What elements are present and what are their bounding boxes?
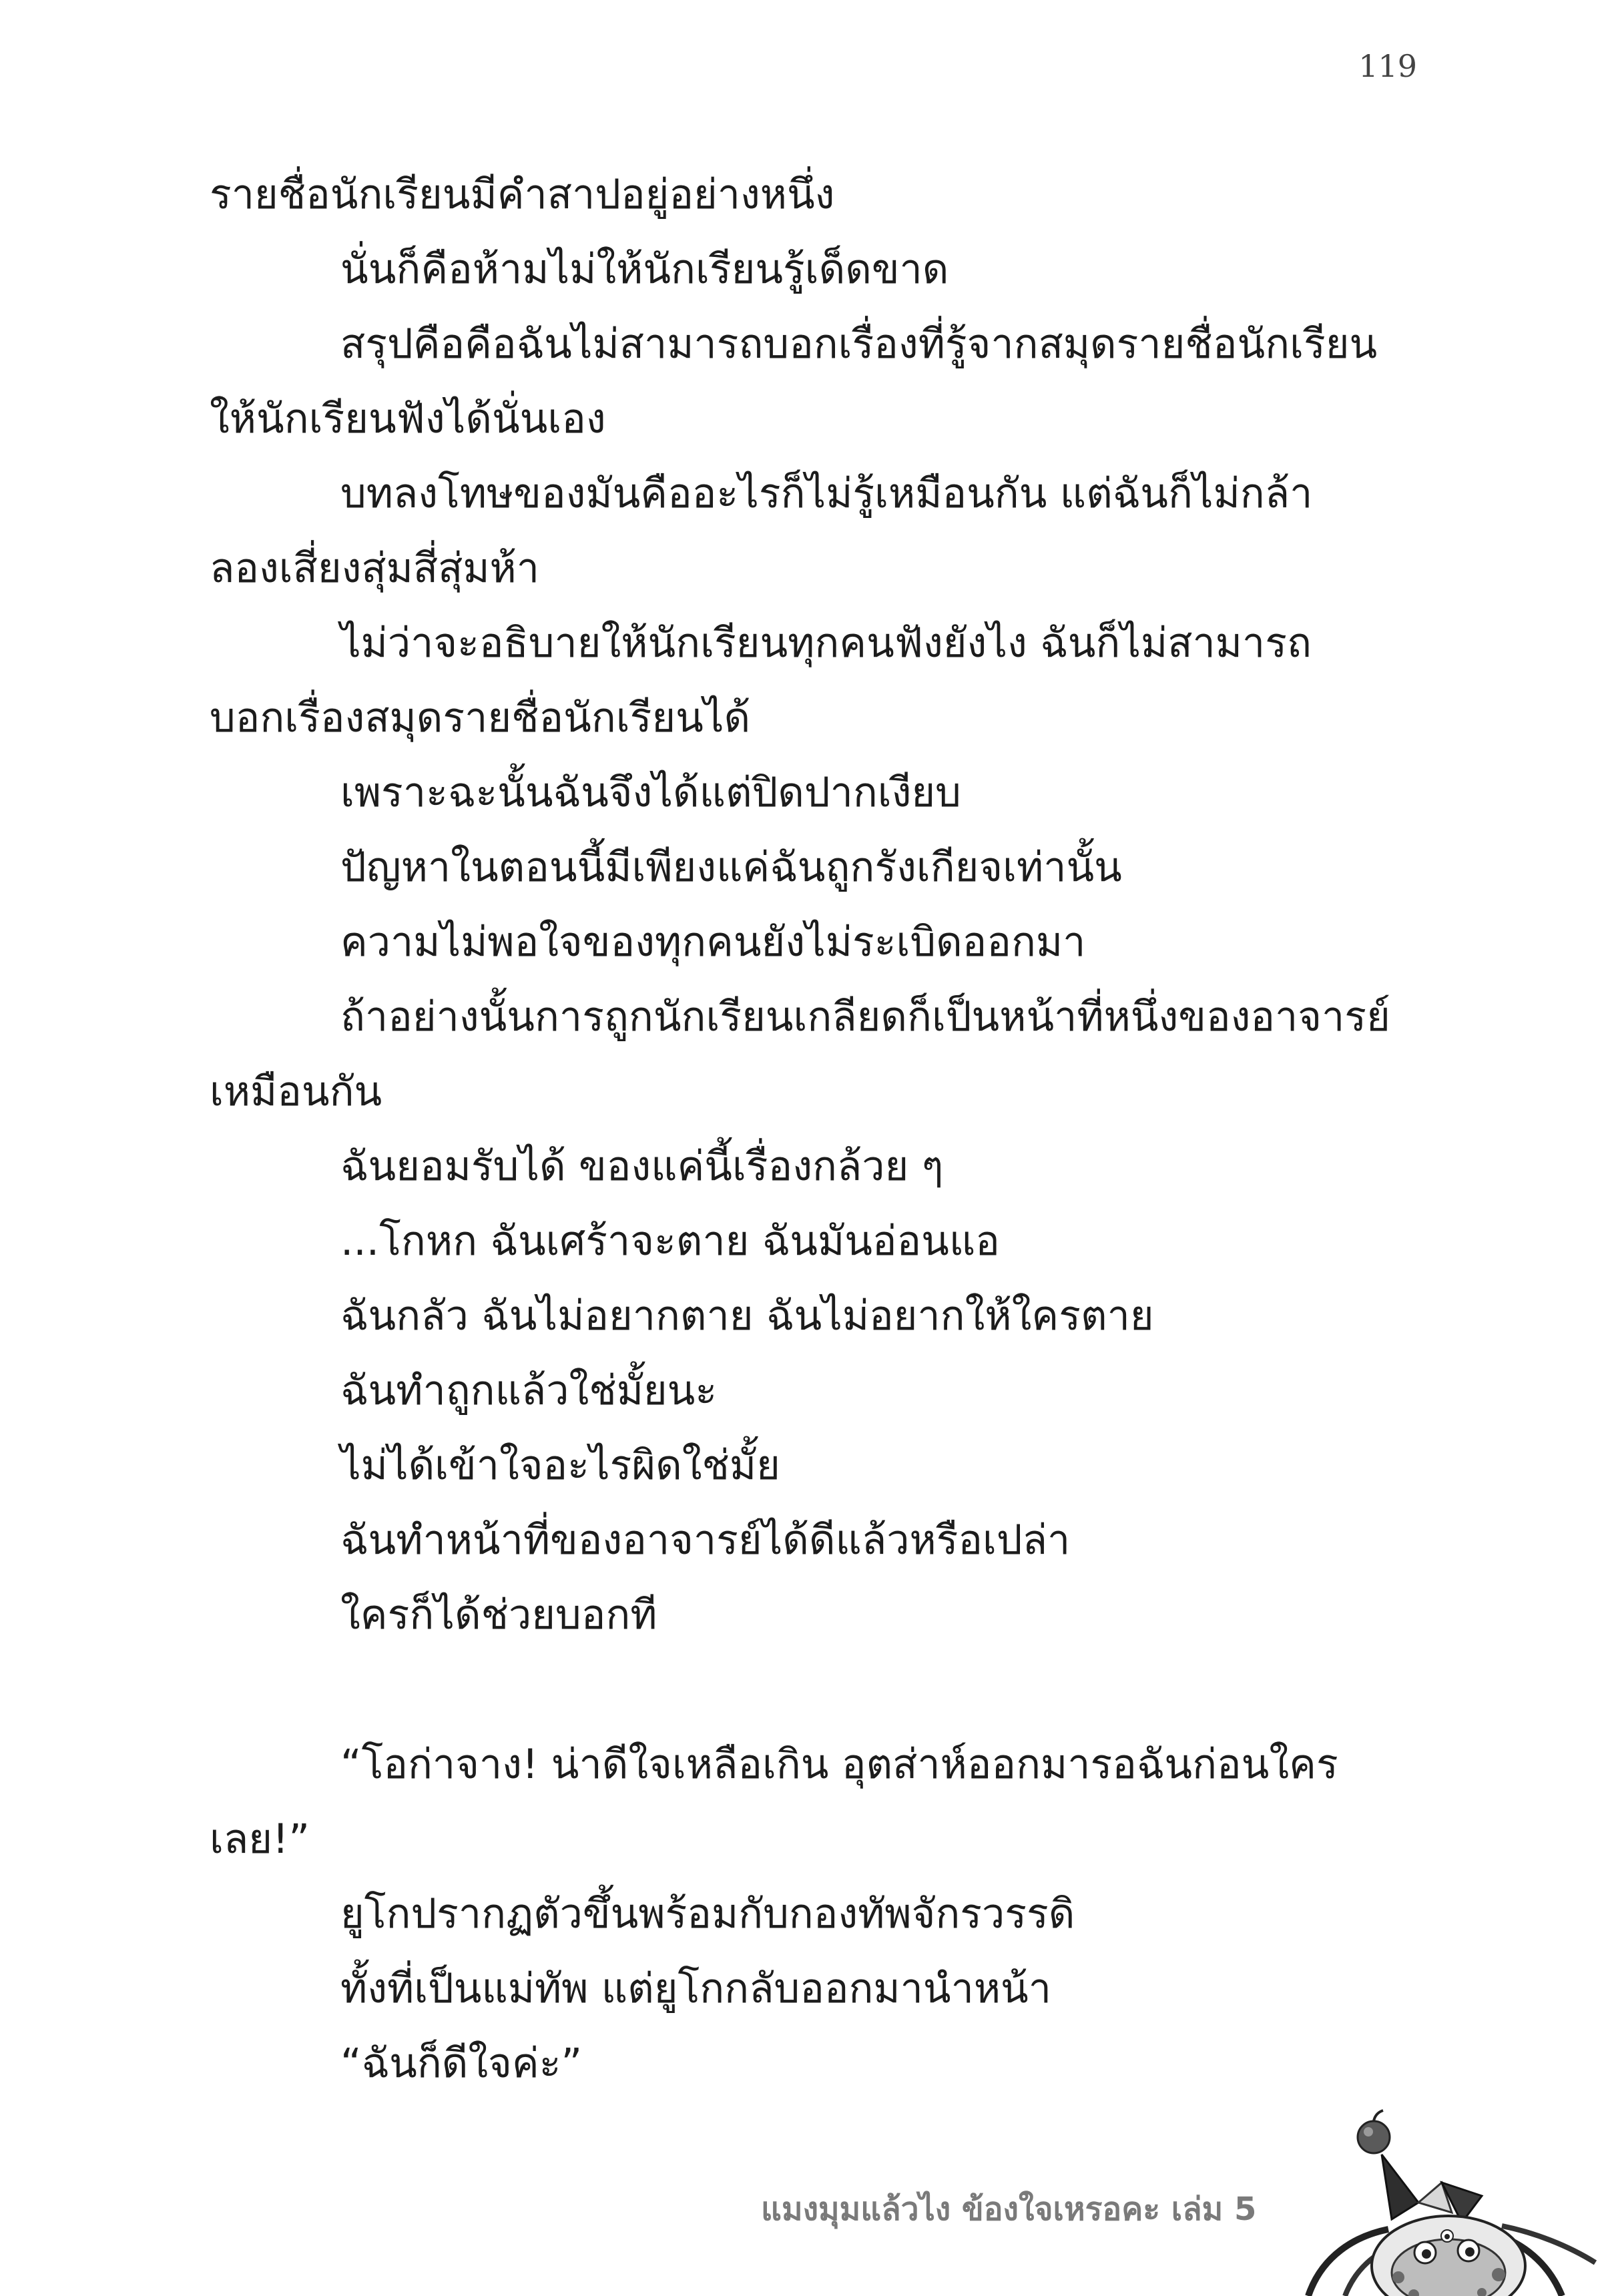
text-line: สรุปคือคือฉันไม่สามารถบอกเรื่องที่รู้จากสมุดรายชื่อนักเรียน	[340, 320, 1378, 368]
text-line: ไม่ได้เข้าใจอะไรผิดใช่มั้ย	[340, 1442, 780, 1489]
text-line: ปัญหาในตอนนี้มีเพียงแค่ฉันถูกรังเกียจเท่านั้น	[340, 844, 1122, 891]
text-line: เลย!”	[210, 1815, 310, 1863]
body-text	[210, 158, 1415, 2101]
text-line: บอกเรื่องสมุดรายชื่อนักเรียนได้	[210, 694, 751, 742]
footer-book-title: แมงมุมแล้วไง ข้องใจเหรอคะ เล่ม 5	[761, 2191, 1257, 2228]
text-line: “ฉันก็ดีใจค่ะ”	[340, 2040, 583, 2087]
text-line: ไม่ว่าจะอธิบายให้นักเรียนทุกคนฟังยังไง ฉันก็ไม่สามารถ	[340, 619, 1312, 667]
text-line: ใครก็ได้ช่วยบอกที	[340, 1591, 657, 1639]
section-gap	[210, 1653, 1415, 1727]
text-line: ให้นักเรียนฟังได้นั่นเอง	[210, 395, 606, 443]
text-line: เหมือนกัน	[210, 1068, 382, 1115]
page-number: 119	[1358, 48, 1417, 84]
text-line: ลองเสี่ยงสุ่มสี่สุ่มห้า	[210, 545, 539, 592]
spider-mascot-illustration	[1282, 2102, 1612, 2296]
text-line: ฉันยอมรับได้ ของแค่นี้เรื่องกล้วย ๆ	[340, 1143, 944, 1190]
text-line: ฉันทำถูกแล้วใช่มั้ยนะ	[340, 1367, 718, 1414]
text-line: ถ้าอย่างนั้นการถูกนักเรียนเกลียดก็เป็นหน้าที่หนึ่งของอาจารย์	[340, 993, 1390, 1041]
text-line: ทั้งที่เป็นแม่ทัพ แต่ยูโกกลับออกมานำหน้า	[340, 1965, 1051, 2012]
text-line: “โอก่าจาง! น่าดีใจเหลือเกิน อุตส่าห์ออกมารอฉันก่อนใคร	[340, 1741, 1338, 1788]
text-line: ความไม่พอใจของทุกคนยังไม่ระเบิดออกมา	[340, 918, 1086, 966]
text-line: ...โกหก ฉันเศร้าจะตาย ฉันมันอ่อนแอ	[340, 1217, 1000, 1265]
text-line: บทลงโทษของมันคืออะไรก็ไม่รู้เหมือนกัน แต่ฉันก็ไม่กล้า	[340, 470, 1313, 517]
text-line: ฉันทำหน้าที่ของอาจารย์ได้ดีแล้วหรือเปล่า	[340, 1516, 1071, 1564]
text-line: ฉันกลัว ฉันไม่อยากตาย ฉันไม่อยากให้ใครตาย	[340, 1292, 1154, 1340]
text-line: ยูโกปรากฏตัวขึ้นพร้อมกับกองทัพจักรวรรดิ	[340, 1890, 1075, 1938]
text-line: นั่นก็คือห้ามไม่ให้นักเรียนรู้เด็ดขาด	[340, 246, 949, 293]
text-line: รายชื่อนักเรียนมีคำสาปอยู่อย่างหนึ่ง	[210, 171, 835, 218]
text-line: เพราะฉะนั้นฉันจึงได้แต่ปิดปากเงียบ	[340, 769, 961, 816]
